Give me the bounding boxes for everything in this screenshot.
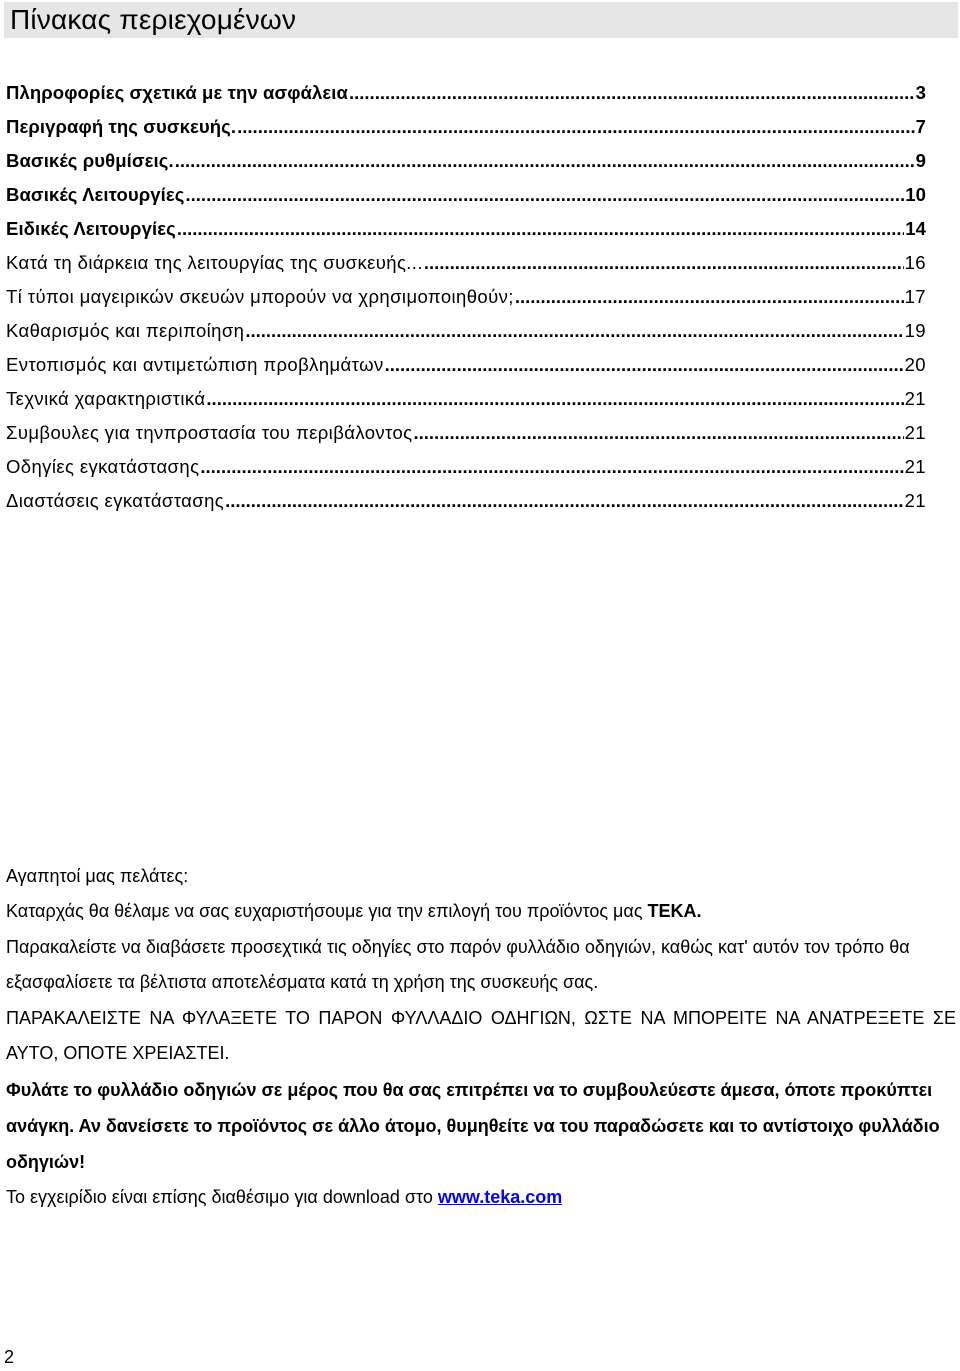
- toc-entry-page: 21: [904, 456, 926, 477]
- toc-entry-page: 21: [904, 388, 926, 409]
- toc-entry-label: Πληροφορίες σχετικά με την ασφάλεια: [6, 82, 348, 103]
- brand-name: TEKA.: [647, 901, 702, 921]
- toc-entry-page: 21: [904, 422, 926, 443]
- toc-entry-label: Διαστάσεις εγκατάστασης: [6, 490, 225, 511]
- teka-website-link[interactable]: www.teka.com: [437, 1186, 563, 1207]
- toc-dot-leader: [245, 316, 903, 346]
- toc-entry-label: Συμβουλες για τηνπροστασία του περιβάλοντος: [6, 422, 413, 443]
- toc-entry[interactable]: [6, 316, 926, 350]
- toc-entry[interactable]: [6, 248, 926, 282]
- toc-entry[interactable]: [6, 112, 926, 146]
- toc-entry-label: Ειδικές Λειτουργίες: [6, 218, 176, 239]
- toc-entry-label: Τί τύποι μαγειρικών σκευών μπορούν να χρησιμοποιηθούν;: [6, 286, 514, 307]
- toc-entry[interactable]: [6, 350, 926, 384]
- toc-dot-leader: [225, 486, 904, 516]
- toc-entry-page: 7: [915, 116, 926, 137]
- title-bar: [4, 2, 958, 38]
- keep-notice-paragraph: ΠΑΡΑΚΑΛΕΙΣΤΕ ΝΑ ΦΥΛΑΞΕΤΕ ΤΟ ΠΑΡΟΝ ΦΥΛΛΑΔΙΟ ΟΔΗΓΙΩΝ, ΩΣΤΕ ΝΑ ΜΠΟΡΕΙΤΕ ΝΑ ΑΝΑΤΡΕΞΕΤΕ ΣΕ ΑΥΤΟ, ΟΠΟΤΕ ΧΡΕΙΑΣΤΕΙ.: [6, 1007, 956, 1063]
- toc-dot-leader: [177, 214, 904, 244]
- toc-entry[interactable]: [6, 214, 926, 248]
- read-instructions-paragraph: Παρακαλείστε να διαβάσετε προσεχτικά τις οδηγίες στο παρόν φυλλάδιο οδηγιών, καθώς κατ' αυτόν τον τρόπο θα εξασφαλίσετε τα βέλτιστα αποτελέσματα κατά τη χρήση της συσκευής σας.: [6, 936, 910, 992]
- toc-entry-page: 9: [915, 150, 926, 171]
- toc-entry-label: Εντοπισμός και αντιμετώπιση προβλημάτων: [6, 354, 384, 375]
- toc-entry-label: Βασικές ρυθμίσεις.: [6, 150, 174, 171]
- page-title: Πίνακας περιεχομένων: [10, 4, 297, 35]
- toc-entry-page: 3: [915, 82, 926, 103]
- toc-dot-leader: [515, 282, 904, 312]
- download-paragraph: [6, 1180, 956, 1216]
- intro-section: [6, 858, 956, 1215]
- toc-entry-page: 10: [905, 184, 926, 205]
- toc-entry-label: Κατά τη διάρκεια της λειτουργίας της συσκευής...: [6, 252, 423, 273]
- page-number: 2: [4, 1347, 15, 1367]
- toc-entry-label: Τεχνικά χαρακτηριστικά: [6, 388, 206, 409]
- toc-entry-page: 14: [905, 218, 926, 239]
- toc-dot-leader: [349, 78, 915, 108]
- toc-entry-page: 20: [904, 354, 926, 375]
- toc-entry[interactable]: [6, 384, 926, 418]
- toc-entry-page: 17: [904, 286, 926, 307]
- toc-dot-leader: [424, 248, 904, 278]
- toc-dot-leader: [385, 350, 904, 380]
- table-of-contents: [6, 78, 926, 520]
- toc-entry-page: 21: [904, 490, 926, 511]
- toc-dot-leader: [175, 146, 915, 176]
- toc-entry-label: Περιγραφή της συσκευής.: [6, 116, 237, 137]
- toc-entry[interactable]: [6, 486, 926, 520]
- toc-entry-page: 16: [904, 252, 926, 273]
- toc-entry[interactable]: [6, 282, 926, 316]
- toc-entry-label: Καθαρισμός και περιποίηση: [6, 320, 245, 341]
- toc-dot-leader: [206, 384, 903, 414]
- toc-entry[interactable]: [6, 418, 926, 452]
- toc-entry[interactable]: [6, 180, 926, 214]
- toc-entry-page: 19: [904, 320, 926, 341]
- toc-entry[interactable]: [6, 78, 926, 112]
- toc-dot-leader: [237, 112, 914, 142]
- toc-dot-leader: [200, 452, 903, 482]
- toc-entry[interactable]: [6, 146, 926, 180]
- keep-booklet-paragraph: Φυλάτε το φυλλάδιο οδηγιών σε μέρος που θα σας επιτρέπει να το συμβουλεύεστε άμεσα, όποτε προκύπτει ανάγκη. Αν δανείσετε το προϊόντος σε άλλο άτομο, θυμηθείτε να του παραδώσετε και το αντίστοιχο φυλλάδιο οδηγιών!: [6, 1079, 940, 1172]
- thanks-text: Καταρχάς θα θέλαμε να σας ευχαριστήσουμε για την επιλογή του προϊόντος μας: [6, 901, 648, 921]
- toc-dot-leader: [186, 180, 905, 210]
- toc-dot-leader: [414, 418, 904, 448]
- download-text: Το εγχειρίδιο είναι επίσης διαθέσιμο για download στο: [6, 1186, 438, 1207]
- toc-entry-label: Οδηγίες εγκατάστασης: [6, 456, 200, 477]
- thanks-paragraph: [6, 894, 956, 930]
- toc-entry[interactable]: [6, 452, 926, 486]
- toc-entry-label: Βασικές Λειτουργίες: [6, 184, 185, 205]
- greeting: Αγαπητοί μας πελάτες:: [6, 866, 189, 886]
